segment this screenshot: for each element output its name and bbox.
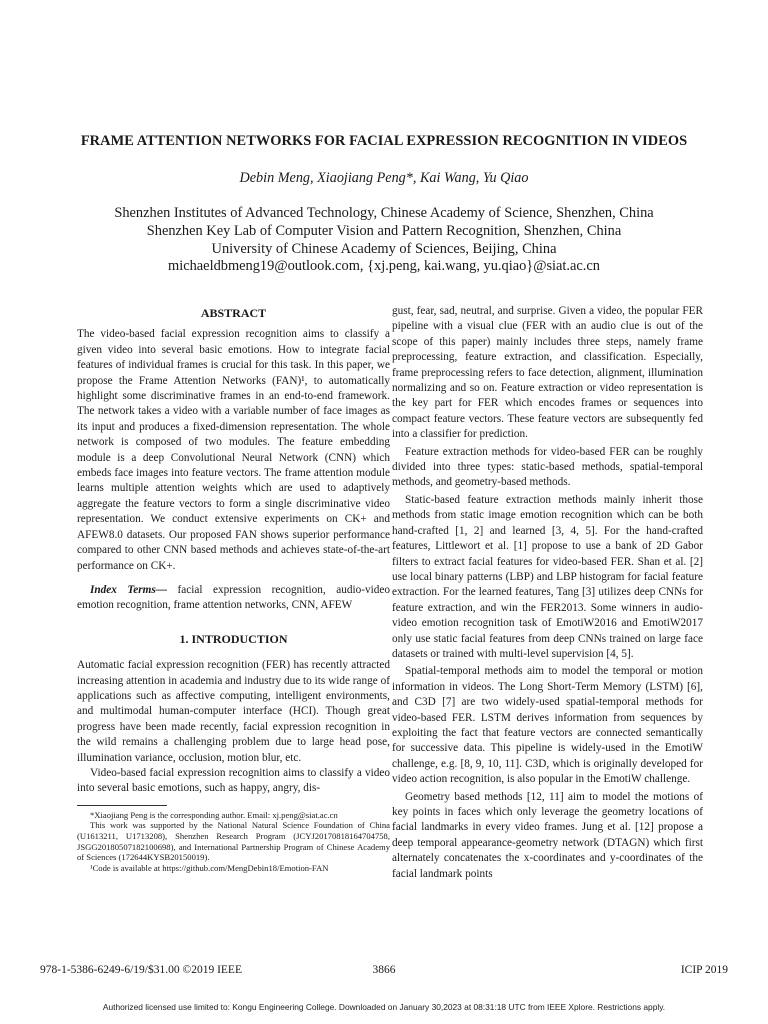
conference-name: ICIP 2019 <box>680 964 728 976</box>
license-notice: Authorized licensed use limited to: Kongu Engineering College. Downloaded on January 30,2023 at 08:31:18 UTC from IEEE Xplore. Restrictions apply. <box>102 1002 666 1012</box>
page-number: 3866 <box>372 964 396 976</box>
affiliation-line: Shenzhen Key Lab of Computer Vision and Pattern Recognition, Shenzhen, China <box>146 222 622 239</box>
body-paragraph: Geometry based methods [12, 11] aim to model the motions of key points in faces which only leverage the geometry locations of facial landmarks in every video frames. Jung et al. [12] propose a deep temporal appearance-geometry network (DTAGN) which first alternately concatenates the x-coordinates and y-coordinates of the facial landmark points <box>392 790 703 880</box>
contact-emails: michaeldbmeng19@outlook.com, {xj.peng, kai.wang, yu.qiao}@siat.ac.cn <box>168 258 600 275</box>
isbn-copyright: 978-1-5386-6249-6/19/$31.00 ©2019 IEEE <box>40 964 242 976</box>
footnotes <box>77 810 390 874</box>
index-terms-text: facial expression recognition, audio-video emotion recognition, frame attention networks, CNN, AFEW <box>77 583 390 612</box>
affiliation-block <box>0 205 768 276</box>
paper-title: FRAME ATTENTION NETWORKS FOR FACIAL EXPRESSION RECOGNITION IN VIDEOS <box>80 133 688 149</box>
abstract-heading: ABSTRACT <box>200 306 267 320</box>
left-column <box>77 306 390 873</box>
body-paragraph: gust, fear, sad, neutral, and surprise. Given a video, the popular FER pipeline with a visual clue (FER with an audio clue is out of the scope of this paper) mainly includes three steps, namely frame preprocessing, feature extraction, and classification. Especially, frame preprocessing refers to face detection, alignment, illumination normalizing and so on. Feature extraction or video representation is the key part for FER which encodes frames or sequences into compact feature vectors. These feature vectors are subsequently fed into a classifier for prediction. <box>392 305 703 441</box>
body-paragraph: Feature extraction methods for video-based FER can be roughly divided into three types: static-based methods, spatial-temporal methods, and geometry-based methods. <box>392 445 703 489</box>
index-terms <box>77 583 390 614</box>
body-paragraph: Static-based feature extraction methods mainly inherit those methods from static image emotion recognition which can be both hand-crafted [1, 2] and learned [3, 4, 5]. For the hand-crafted features, Littlewort et al. [1] propose to use a bank of 2D Gabor filters to extract facial features for video-based FER. Shan et al. [2] use local binary patterns (LBP) and LBP histogram for facial feature extraction. For the learned features, Tang [3] utilizes deep CNNs for feature extraction, and win the FER2013. Some winners in audio-video emotion recognition task of EmotiW2016 and EmotiW2017 only use static facial features from deep CNNs trained on large face datasets or trained with multi-level supervision [4, 5]. <box>392 493 703 660</box>
affiliation-line: Shenzhen Institutes of Advanced Technology, Chinese Academy of Science, Shenzhen, China <box>114 205 654 221</box>
affiliation-line: University of Chinese Academy of Sciences, Beijing, China <box>211 240 557 257</box>
author-list: Debin Meng, Xiaojiang Peng*, Kai Wang, Yu Qiao <box>239 170 529 186</box>
intro-paragraph: Automatic facial expression recognition (FER) has recently attracted increasing attention in academia and industry due to its wide range of applications such as affective computing, intelligent environments, and multimodal human-computer interface (HCI). Though great progress have been made recently, facial expression recognition in the wild remains a challenging problem due to large head pose, illumination variance, occlusion, motion blur, etc. <box>77 659 390 764</box>
footnote-corresponding: *Xiaojiang Peng is the corresponding author. Email: xj.peng@siat.ac.cn <box>90 809 338 820</box>
index-terms-label: Index Terms— <box>90 583 167 596</box>
footnote-funding: This work was supported by the National Natural Science Foundation of China (U1613211, U1713208), Shenzhen Research Program (JCYJ20170818164704758, JSGG20180507182100698), and International Partnership Program of Chinese Academy of Sciences (172644KYSB20150019). <box>77 820 390 863</box>
intro-paragraph: Video-based facial expression recognition aims to classify a video into several basic emotions, such as happy, angry, dis- <box>77 766 390 795</box>
introduction-heading: 1. INTRODUCTION <box>179 631 288 646</box>
footnote-code: ¹Code is available at https://github.com/MengDebin18/Emotion-FAN <box>90 862 329 873</box>
abstract-body: The video-based facial expression recognition aims to classify a given video into several basic emotions. How to integrate facial features of individual frames is crucial for this task. In this paper, we propose the Frame Attention Networks (FAN)¹, to automatically highlight some discriminative frames in an end-to-end framework. The network takes a video with a variable number of face images as its input and produces a fixed-dimension representation. The whole network is composed of two modules. The feature embedding module is a deep Convolutional Neural Network (CNN) which embeds face images into feature vectors. The frame attention module learns multiple attention weights which are used to adaptively aggregate the feature vectors to form a single discriminative video representation. We conduct extensive experiments on CK+ and AFEW8.0 datasets. Our proposed FAN shows superior performance compared to other CNN based methods and achieves state-of-the-art performance on CK+. <box>77 328 390 572</box>
footnote-divider <box>77 805 167 806</box>
right-column <box>392 304 703 882</box>
body-paragraph: Spatial-temporal methods aim to model the temporal or motion information in videos. The Long Short-Term Memory (LSTM) [6], and C3D [7] are two widely-used spatial-temporal methods for video-based FER. LSTM derives information from sequences by exploiting the fact that feature vectors are connected semantically for successive data. This pipeline is widely-used in the EmotiW challenge, e.g. [8, 9, 10, 11]. C3D, which is originally developed for video action recognition, is also popular in the EmotiW challenge. <box>392 665 703 786</box>
